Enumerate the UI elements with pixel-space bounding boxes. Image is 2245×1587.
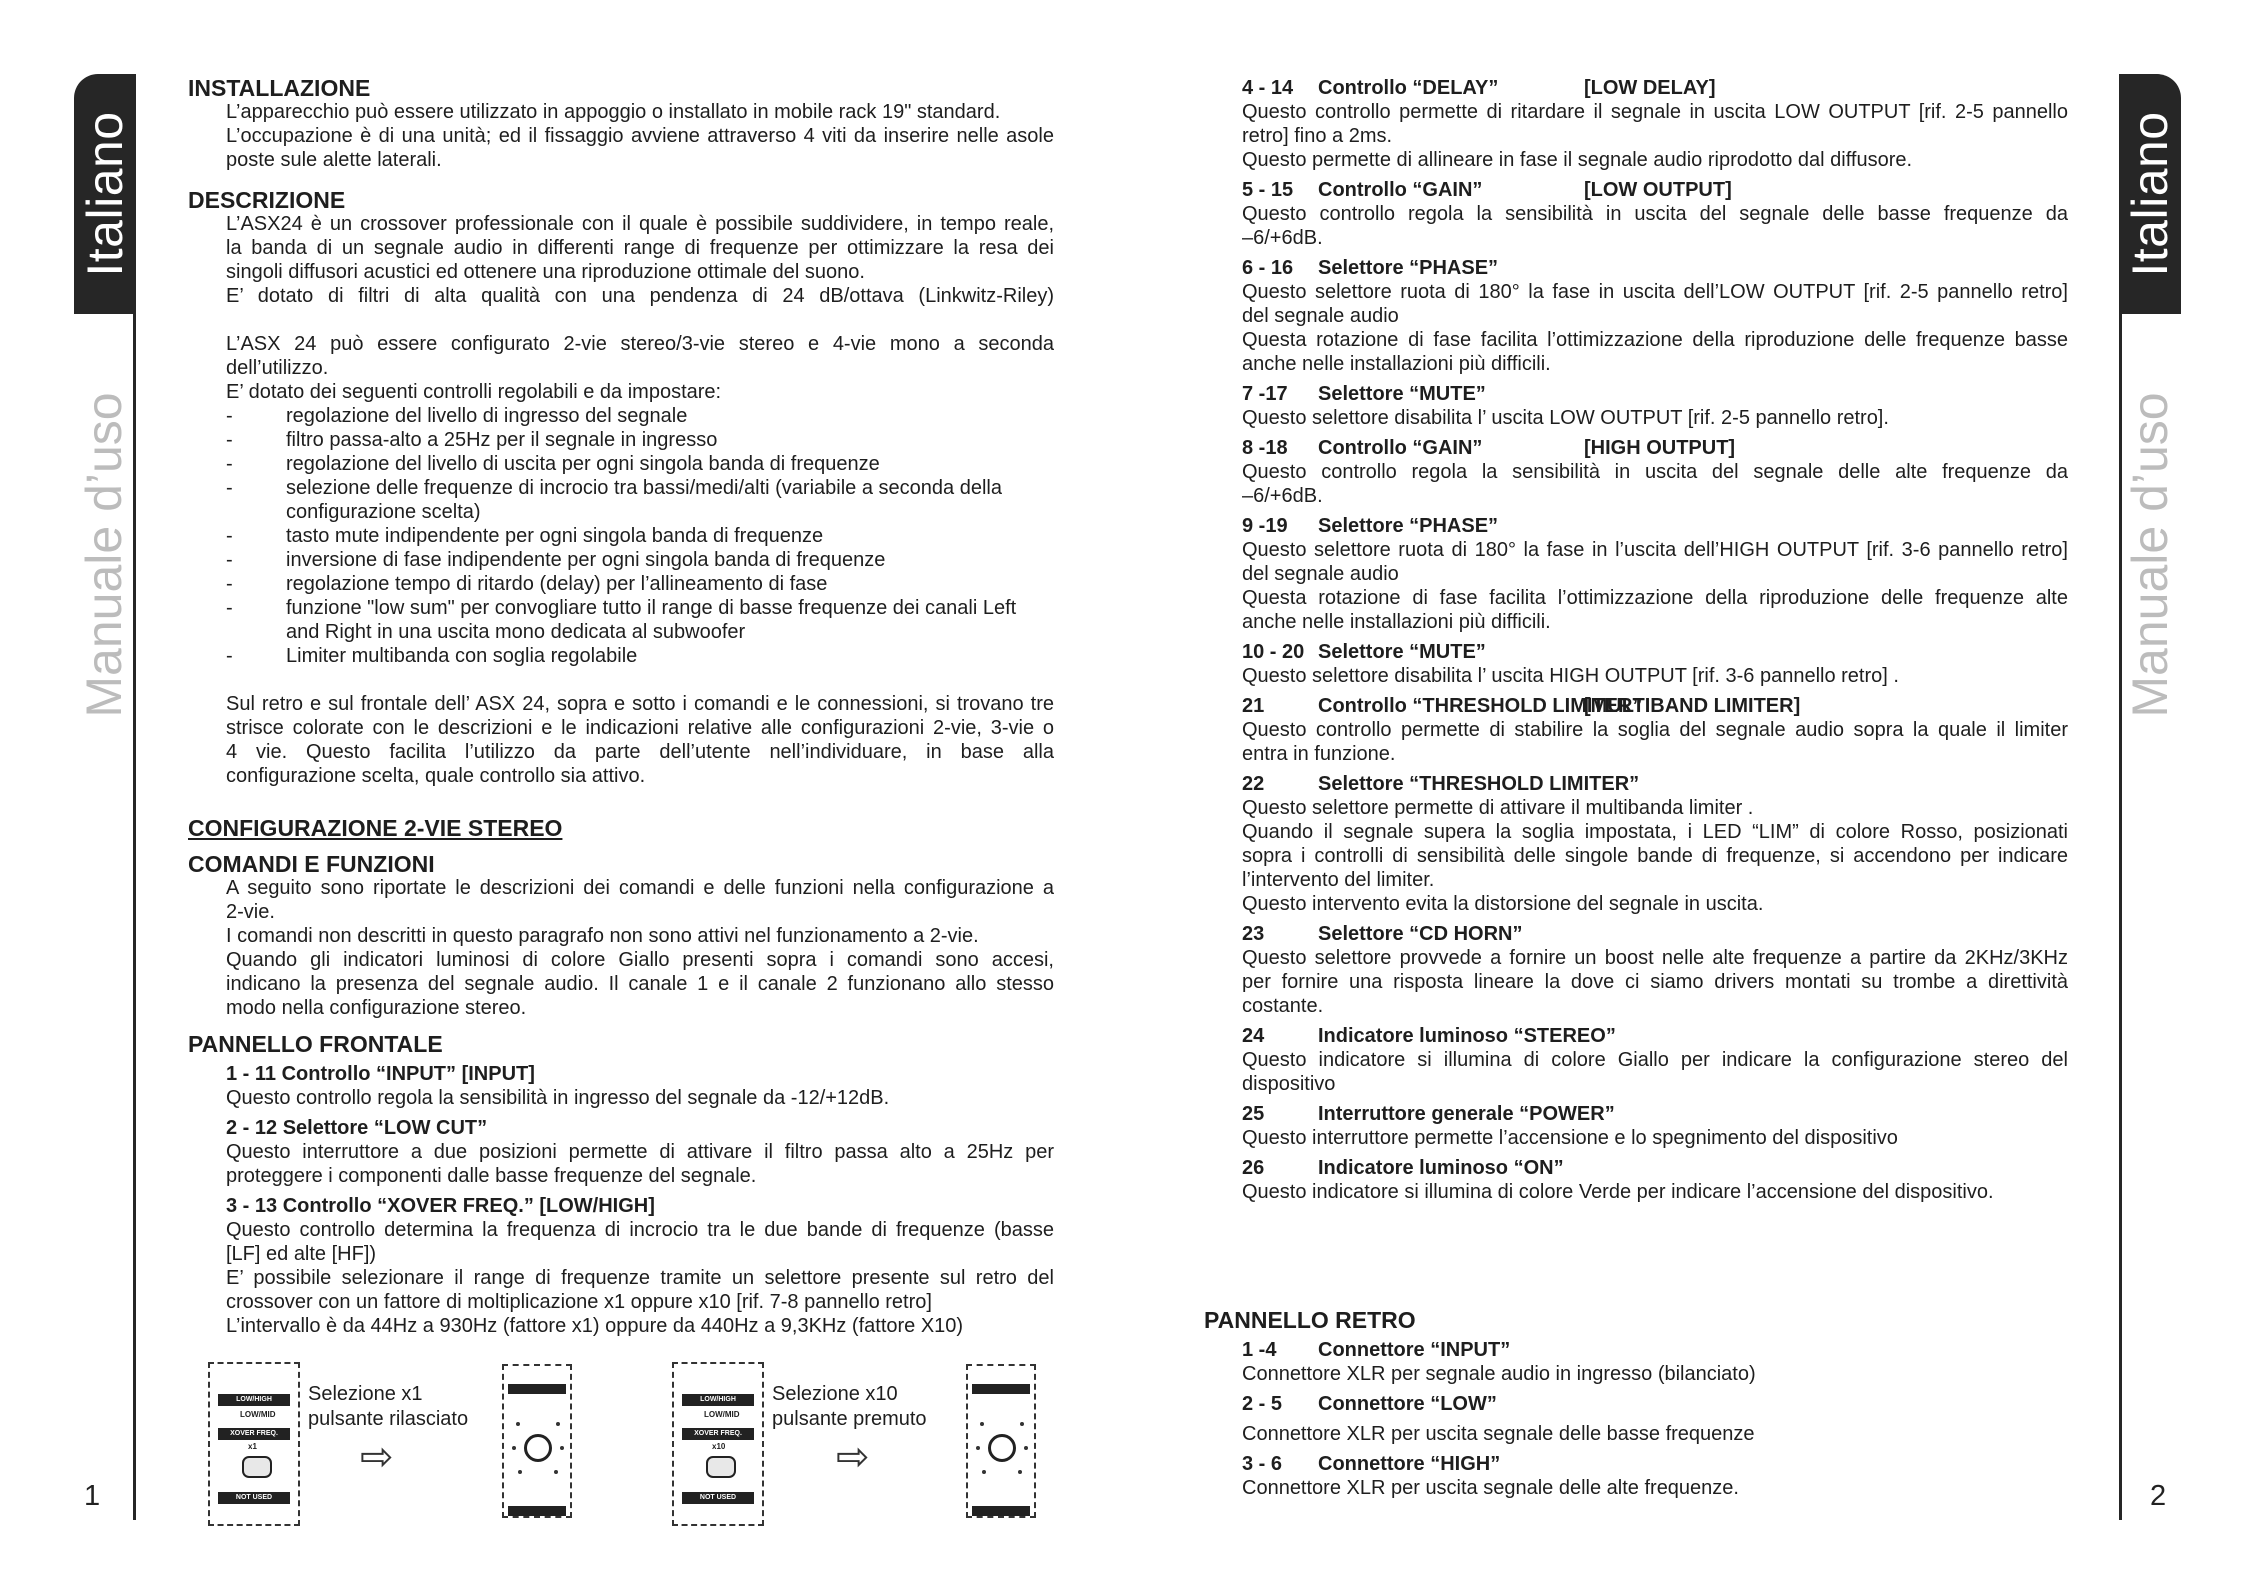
text-line: strisce colorate con le descrizioni e le indicazioni relative alle configurazioni 2-vie, 3-vie o [226, 717, 1054, 739]
text-line: L’occupazione è di una unità; ed il fissaggio avviene attraverso 4 viti da inserire nelle asole [226, 125, 1054, 147]
item-heading: 9 -19 Selettore “PHASE” [1242, 515, 1499, 537]
figure-caption-x10: Selezione x10 pulsante premuto [772, 1383, 927, 1430]
text-line: Questo selettore provvede a fornire un boost nelle alte frequenze a partire da 2KHz/3KHz [1242, 947, 2068, 969]
text-line: Questo selettore disabilita l’ uscita HIGH OUTPUT [rif. 3-6 pannello retro] . [1242, 665, 1899, 687]
item-heading: 1 - 11 Controllo “INPUT” [INPUT] [226, 1063, 535, 1085]
item-heading: 2 - 12 Selettore “LOW CUT” [226, 1117, 488, 1139]
page-number-right: 2 [2150, 1480, 2167, 1512]
text-line: Questo indicatore si illumina di colore Verde per indicare l’accensione del dispositivo. [1242, 1181, 1994, 1203]
knob-icon [524, 1434, 552, 1462]
text-line: Questo selettore ruota di 180° la fase in uscita dell’LOW OUTPUT [rif. 2-5 pannello retro] [1242, 281, 2068, 303]
text-line: costante. [1242, 995, 1324, 1017]
item-heading: 22 Selettore “THRESHOLD LIMITER” [1242, 773, 1640, 795]
text-line: Questo interruttore permette l’accensione e lo spegnimento del dispositivo [1242, 1127, 1898, 1149]
xover-button-released [242, 1456, 272, 1478]
text-line: L’intervallo è da 44Hz a 930Hz (fattore x1) oppure da 440Hz a 9,3KHz (fattore X10) [226, 1315, 964, 1337]
text-line: del segnale audio [1242, 305, 1399, 327]
list-item: - selezione delle frequenze di incrocio tra bassi/medi/alti (variabile a seconda della [226, 477, 1002, 499]
section-title-descrizione: DESCRIZIONE [188, 187, 346, 213]
config-title: CONFIGURAZIONE 2-VIE STEREO [188, 815, 563, 841]
control-item [1242, 1102, 2068, 1150]
text-line: L’ASX24 è un crossover professionale con il quale è possibile suddividere, in tempo reale, [226, 213, 1054, 235]
list-item: - tasto mute indipendente per ogni singola banda di frequenze [226, 525, 824, 547]
control-item [1242, 640, 2068, 688]
text-line: Quando il segnale supera la soglia impostata, i LED “LIM” di colore Rosso, posizionati [1242, 821, 2068, 843]
descrizione-text [188, 212, 1054, 788]
text-line: L’ASX 24 può essere configurato 2-vie stereo/3-vie stereo e 4-vie mono a seconda [226, 333, 1054, 355]
comandi-text [188, 876, 1054, 1020]
text-line: Questo permette di allineare in fase il segnale audio riprodotto dal diffusore. [1242, 149, 1913, 171]
left-page-column [188, 76, 1054, 1338]
text-line: [LF] ed alte [HF]) [226, 1243, 377, 1265]
text-line: Sul retro e sul frontale dell’ ASX 24, sopra e sotto i comandi e le connessioni, si trovano tre [226, 693, 1054, 715]
text-line: E’ dotato dei seguenti controlli regolabili e da impostare: [226, 381, 722, 403]
control-item [1242, 772, 2068, 916]
page-number-left: 1 [84, 1480, 101, 1512]
text-line: sopra i controlli di sensibilità delle singole bande di frequenze, si accendono per indicare [1242, 845, 2068, 867]
text-line: indicano la presenza del segnale audio. Il canale 1 e il canale 2 funzionano allo stesso [226, 973, 1054, 995]
xover-knob-figure-x10 [966, 1364, 1036, 1518]
list-item: - regolazione tempo di ritardo (delay) per l’allineamento di fase [226, 573, 828, 595]
text-line: poste sule alette laterali. [226, 149, 442, 171]
figure-caption-x1: Selezione x1 pulsante rilasciato [308, 1383, 469, 1430]
arrow-right-icon: ⇨ [360, 1435, 394, 1479]
item-heading: 25 Interruttore generale “POWER” [1242, 1103, 1615, 1125]
item-heading: 4 - 14 Controllo “DELAY” [LOW DELAY] [1242, 77, 1716, 99]
item-heading: 3 - 6 Connettore “HIGH” [1242, 1453, 1501, 1475]
text-line: Questo controllo permette di stabilire la soglia del segnale audio sopra la quale il limiter [1242, 719, 2068, 741]
language-tab-left [74, 74, 136, 314]
item-heading: 23 Selettore “CD HORN” [1242, 923, 1523, 945]
item-heading: 26 Indicatore luminoso “ON” [1242, 1157, 1564, 1179]
manual-label-right: Manuale d’uso [2122, 392, 2178, 718]
text-line: per fornire una risposta lineare la dove ci siamo drivers montati su trombe a direttività [1242, 971, 2068, 993]
text-line: Connettore XLR per uscita segnale delle alte frequenze. [1242, 1477, 1739, 1499]
side-rail-left [133, 312, 136, 1520]
text-line: Questo interruttore a due posizioni permette di attivare il filtro passa alto a 25Hz per [226, 1141, 1054, 1163]
text-line: 2-vie. [226, 901, 275, 923]
list-item: - regolazione del livello di ingresso del segnale [226, 405, 688, 427]
text-line: retro] fino a 2ms. [1242, 125, 1393, 147]
text-line: dell’utilizzo. [226, 357, 329, 379]
feature-list [226, 404, 1054, 668]
text-line: proteggere i componenti dalle basse frequenze del segnale. [226, 1165, 757, 1187]
control-item [1242, 694, 2068, 766]
text-line: Questa rotazione di fase facilita l’ottimizzazione della riproduzione delle frequenze alte [1242, 587, 2068, 609]
list-item: - Limiter multibanda con soglia regolabile [226, 645, 638, 667]
language-tab-label: Italiano [77, 111, 133, 277]
text-line: Quando gli indicatori luminosi di colore Giallo presenti sopra i comandi sono accesi, [226, 949, 1054, 971]
item-heading: 7 -17 Selettore “MUTE” [1242, 383, 1486, 405]
item-heading: 21 Controllo “THRESHOLD LIMITER” [MULTIBAND LIMITER] [1242, 695, 1801, 717]
item-heading: 5 - 15 Controllo “GAIN” [LOW OUTPUT] [1242, 179, 1732, 201]
list-item: configurazione scelta) [286, 501, 481, 523]
knob-icon [988, 1434, 1016, 1462]
control-item [1242, 514, 2068, 634]
arrow-right-icon: ⇨ [836, 1435, 870, 1479]
text-line: –6/+6dB. [1242, 227, 1323, 249]
xover-knob-figure-x1 [502, 1364, 572, 1518]
text-line: Connettore XLR per segnale audio in ingresso (bilanciato) [1242, 1363, 1756, 1385]
text-line: Questo controllo regola la sensibilità in uscita del segnale delle basse frequenze da [1242, 203, 2068, 225]
text-line: anche nelle installazioni più difficili. [1242, 353, 1551, 375]
section-title-installazione: INSTALLAZIONE [188, 75, 371, 101]
language-tab-right [2119, 74, 2181, 314]
text-line: anche nelle installazioni più difficili. [1242, 611, 1551, 633]
text-line: Questo controllo permette di ritardare il segnale in uscita LOW OUTPUT [rif. 2-5 pannello [1242, 101, 2068, 123]
control-item [1242, 436, 2068, 508]
control-item [1242, 382, 2068, 430]
section-title-comandi: COMANDI E FUNZIONI [188, 851, 435, 877]
text-line: la banda di un segnale audio in differenti range di frequenze per ottimizzare la resa dei [226, 237, 1054, 259]
text-line: E’ dotato di filtri di alta qualità con una pendenza di 24 dB/ottava (Linkwitz-Riley) [226, 285, 1054, 307]
text-line: Questo intervento evita la distorsione del segnale in uscita. [1242, 893, 1764, 915]
section-title-frontale: PANNELLO FRONTALE [188, 1031, 443, 1057]
list-item: - filtro passa-alto a 25Hz per il segnale in ingresso [226, 429, 718, 451]
frontale-items [188, 1062, 1054, 1338]
control-item [1242, 76, 2068, 172]
selector-panel-x10-figure: LOW/HIGH LOW/MID XOVER FREQ. x10 NOT USED [672, 1362, 764, 1526]
text-line: configurazione scelta, quale controllo sia attivo. [226, 765, 646, 787]
control-item [1242, 256, 2068, 376]
text-line: dispositivo [1242, 1073, 1336, 1095]
text-line: Questo indicatore si illumina di colore Giallo per indicare la configurazione stereo del [1242, 1049, 2068, 1071]
text-line: A seguito sono riportate le descrizioni dei comandi e delle funzioni nella configurazione a [226, 877, 1054, 899]
text-line: I comandi non descritti in questo paragrafo non sono attivi nel funzionamento a 2-vie. [226, 925, 979, 947]
item-heading: 24 Indicatore luminoso “STEREO” [1242, 1025, 1616, 1047]
list-item: - inversione di fase indipendente per ogni singola banda di frequenze [226, 549, 886, 571]
xover-button-pressed [706, 1456, 736, 1478]
text-line: del segnale audio [1242, 563, 1399, 585]
control-item [1242, 178, 2068, 250]
item-heading: 3 - 13 Controllo “XOVER FREQ.” [LOW/HIGH] [226, 1195, 655, 1217]
text-line: Questo selettore permette di attivare il multibanda limiter . [1242, 797, 1754, 819]
item-heading: 8 -18 Controllo “GAIN” [HIGH OUTPUT] [1242, 437, 1736, 459]
text-line: entra in funzione. [1242, 743, 1396, 765]
text-line: modo nella configurazione stereo. [226, 997, 527, 1019]
control-item [1242, 1156, 2068, 1204]
list-item: - regolazione del livello di uscita per ogni singola banda di frequenze [226, 453, 880, 475]
language-tab-label: Italiano [2122, 111, 2178, 277]
item-heading: 10 - 20 Selettore “MUTE” [1242, 641, 1486, 663]
text-line: Questa rotazione di fase facilita l’ottimizzazione della riproduzione delle frequenze basse [1242, 329, 2068, 351]
text-line: Connettore XLR per uscita segnale delle basse frequenze [1242, 1423, 1755, 1445]
control-item [1242, 1024, 2068, 1096]
manual-label-left: Manuale d’uso [76, 392, 132, 718]
text-line: Questo controllo determina la frequenza di incrocio tra le due bande di frequenze (basse [226, 1219, 1054, 1241]
installazione-text [188, 100, 1054, 172]
text-line: Questo selettore ruota di 180° la fase in l’uscita dell’HIGH OUTPUT [rif. 3-6 pannello retro] [1242, 539, 2068, 561]
text-line: 4 vie. Questo facilita l’utilizzo da parte dell’utente nell’individuare, in base alla [226, 741, 1054, 763]
text-line: Questo controllo regola la sensibilità in uscita del segnale delle alte frequenze da [1242, 461, 2068, 483]
pannello-retro-section [1204, 1308, 2068, 1500]
text-line: singoli diffusori acustici ed ottenere una riproduzione ottimale del suono. [226, 261, 865, 283]
text-line: E’ possibile selezionare il range di frequenze tramite un selettore presente sul retro del [226, 1267, 1054, 1289]
text-line: l’intervento del limiter. [1242, 869, 1435, 891]
item-heading: 2 - 5 Connettore “LOW” [1242, 1393, 1497, 1415]
item-heading: 6 - 16 Selettore “PHASE” [1242, 257, 1499, 279]
text-line: crossover con un fattore di moltiplicazione x1 oppure x10 [rif. 7-8 pannello retro] [226, 1291, 932, 1313]
text-line: Questo selettore disabilita l’ uscita LOW OUTPUT [rif. 2-5 pannello retro]. [1242, 407, 1889, 429]
text-line: Questo controllo regola la sensibilità in ingresso del segnale da -12/+12dB. [226, 1087, 890, 1109]
right-page-column [1242, 76, 2068, 1204]
section-title-retro: PANNELLO RETRO [1204, 1307, 1416, 1333]
text-line: –6/+6dB. [1242, 485, 1323, 507]
text-line: L’apparecchio può essere utilizzato in appoggio o installato in mobile rack 19" standard. [226, 101, 1001, 123]
list-item: - funzione "low sum" per convogliare tutto il range di basse frequenze dei canali Left [226, 597, 1017, 619]
list-item: and Right in una uscita mono dedicata al subwoofer [286, 621, 746, 643]
item-heading: 1 -4 Connettore “INPUT” [1242, 1339, 1511, 1361]
control-item [1242, 922, 2068, 1018]
selector-panel-x1-figure: LOW/HIGH LOW/MID XOVER FREQ. x1 NOT USED [208, 1362, 300, 1526]
